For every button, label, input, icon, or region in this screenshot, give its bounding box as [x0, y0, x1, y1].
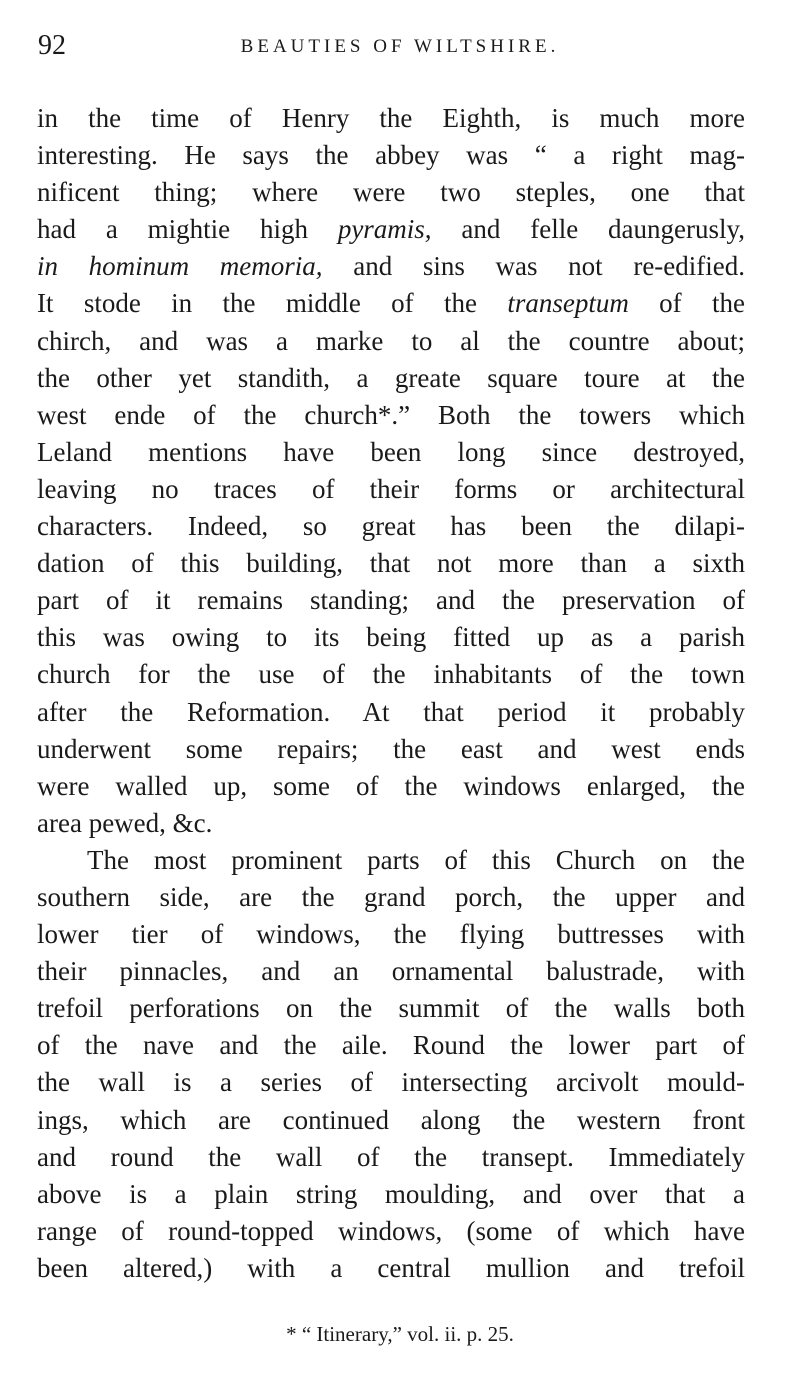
text-line — [37, 694, 745, 731]
text-run: west ende of the church*.” Both the towers which — [37, 399, 745, 430]
text-line — [37, 916, 745, 953]
text-run: the other yet standith, a greate square toure at the — [37, 362, 745, 393]
text-run: been altered,) with a central mullion and trefoil — [37, 1252, 745, 1283]
text-run: It stode in the middle of the — [37, 288, 508, 319]
text-line — [37, 397, 745, 434]
text-line — [37, 879, 745, 916]
italic-text: pyramis, — [337, 214, 432, 245]
text-line — [37, 100, 745, 137]
text-run: in the time of Henry the Eighth, is much more — [37, 103, 745, 133]
text-line — [37, 1139, 745, 1176]
text-line — [37, 471, 745, 508]
text-run: interesting. He says the abbey was “ a right mag- — [37, 140, 745, 171]
text-run: had a mightie high — [37, 214, 338, 245]
text-run: area pewed, &c. — [37, 807, 213, 838]
italic-text: transeptum — [507, 288, 629, 319]
text-run: trefoil perforations on the summit of the walls both — [37, 993, 745, 1024]
text-line — [37, 1213, 745, 1250]
text-run: lower tier of windows, the flying buttresses with — [37, 919, 745, 950]
text-line — [37, 434, 745, 471]
text-line — [37, 656, 745, 693]
text-run: range of round-topped windows, (some of which have — [37, 1215, 745, 1246]
text-line — [37, 545, 745, 582]
text-line — [37, 1176, 745, 1213]
text-line — [37, 990, 745, 1027]
italic-text: in hominum memoria, — [37, 251, 323, 282]
text-run: leaving no traces of their forms or architectural — [37, 473, 745, 504]
text-line — [37, 174, 745, 211]
text-line — [37, 1027, 745, 1064]
body-text — [37, 100, 745, 1287]
text-line — [37, 953, 745, 990]
text-run: of the — [628, 288, 746, 319]
text-run: the wall is a series of intersecting arcivolt mould- — [37, 1067, 745, 1098]
text-line — [37, 1064, 745, 1101]
text-run: of the nave and the aile. Round the lower part of — [37, 1030, 745, 1061]
text-run: nificent thing; where were two steples, one that — [37, 177, 745, 208]
text-run: and round the wall of the transept. Immediately — [37, 1141, 745, 1172]
text-line — [37, 768, 745, 805]
text-line — [37, 137, 745, 174]
footnote: * “ Itinerary,” vol. ii. p. 25. — [286, 1322, 514, 1346]
text-run: were walled up, some of the windows enlarged, the — [37, 770, 745, 801]
text-run: and sins was not re-edified. — [322, 251, 746, 282]
text-run: their pinnacles, and an ornamental balustrade, with — [37, 956, 745, 987]
text-line — [37, 323, 745, 360]
text-run: church for the use of the inhabitants of the town — [37, 659, 745, 690]
text-line — [37, 248, 745, 285]
text-run: southern side, are the grand porch, the upper and — [37, 881, 745, 912]
text-run: The most prominent parts of this Church on the — [87, 844, 745, 875]
text-line — [37, 1250, 745, 1287]
text-line — [37, 360, 745, 397]
text-line — [37, 508, 745, 545]
text-run: part of it remains standing; and the preservation of — [37, 585, 745, 616]
text-run: characters. Indeed, so great has been the dilapi- — [37, 511, 745, 542]
text-run: and felle daungerusly, — [431, 214, 745, 245]
text-run: dation of this building, that not more than a sixth — [37, 548, 745, 579]
text-line — [37, 1102, 745, 1139]
text-line — [37, 731, 745, 768]
text-run: after the Reformation. At that period it probably — [37, 696, 745, 727]
text-line — [37, 582, 745, 619]
text-run: this was owing to its being fitted up as a parish — [37, 622, 745, 653]
running-title: BEAUTIES OF WILTSHIRE. — [240, 36, 560, 57]
text-run: underwent some repairs; the east and west ends — [37, 733, 745, 764]
text-line — [37, 211, 745, 248]
page-number: 92 — [38, 30, 66, 61]
text-run: chirch, and was a marke to al the countre about; — [37, 325, 745, 356]
text-line — [37, 842, 745, 879]
text-line — [37, 805, 745, 842]
text-run: ings, which are continued along the western front — [37, 1104, 745, 1135]
text-line — [37, 285, 745, 322]
text-run: Leland mentions have been long since destroyed, — [37, 436, 745, 467]
text-run: above is a plain string moulding, and over that a — [37, 1178, 745, 1209]
text-line — [37, 619, 745, 656]
